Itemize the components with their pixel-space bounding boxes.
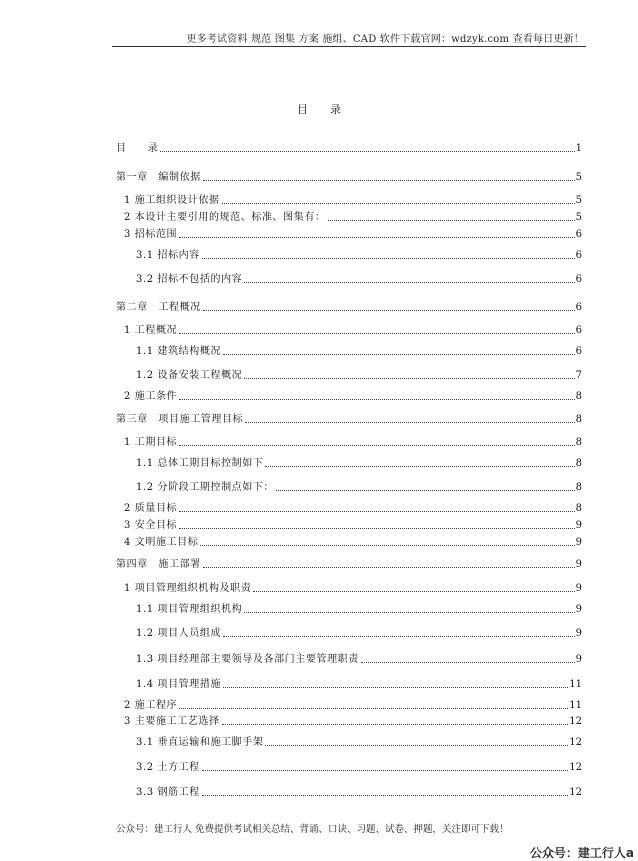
toc-entry-page: 12 — [569, 762, 582, 773]
toc-entry-label: 1.1 总体工期目标控制如下 — [136, 458, 264, 469]
toc-entry-label: 第三章 项目施工管理目标 — [116, 414, 244, 425]
toc-entry-page: 9 — [575, 628, 582, 639]
toc-entry[interactable] — [124, 520, 582, 532]
toc-entry-label: 1.1 项目管理组织机构 — [136, 604, 243, 615]
toc-title-right: 录 — [330, 103, 341, 116]
toc-entry-page: 11 — [569, 679, 582, 690]
toc-entry-label: 第一章 编制依据 — [116, 172, 201, 183]
toc-entry-page: 12 — [569, 737, 582, 748]
toc-leader — [244, 378, 574, 379]
toc-entry-page: 12 — [569, 787, 582, 798]
toc-entry[interactable] — [116, 414, 582, 426]
toc-entry-label: 2 质量目标 — [124, 503, 178, 514]
toc-leader — [200, 545, 574, 546]
toc-leader — [203, 567, 575, 568]
toc-entry-label: 1.2 项目人员组成 — [136, 628, 222, 639]
toc-leader — [244, 612, 574, 613]
toc-leader — [179, 708, 568, 709]
toc-entry-page: 9 — [575, 520, 582, 531]
toc-entry-label: 1 施工组织设计依据 — [124, 195, 220, 206]
page-header: 更多考试资料 规范 图集 方案 施组、CAD 软件下载官网：wdzyk.com 查看每日更新！ — [186, 34, 584, 45]
toc-entry-page: 9 — [575, 654, 582, 665]
toc-entry-page: 7 — [575, 370, 582, 381]
toc-entry-page: 9 — [575, 604, 582, 615]
toc-entry-label: 2 施工条件 — [124, 391, 178, 402]
toc-entry-page: 8 — [575, 503, 582, 514]
toc-entry-page: 1 — [575, 143, 582, 154]
toc-leader — [203, 180, 575, 181]
toc-leader — [202, 770, 568, 771]
toc-entry-page: 8 — [575, 458, 582, 469]
toc-entry-label: 3.1 垂直运输和施工脚手架 — [136, 737, 264, 748]
toc-entry-page: 8 — [575, 437, 582, 448]
toc-entry-page: 5 — [575, 195, 582, 206]
toc-leader — [223, 354, 575, 355]
toc-leader — [179, 399, 574, 400]
toc-entry[interactable] — [124, 503, 582, 515]
toc-leader — [222, 724, 569, 725]
toc-entry-label: 3.2 土方工程 — [136, 762, 200, 773]
toc-entry[interactable] — [136, 274, 582, 286]
toc-entry-page: 11 — [569, 700, 582, 711]
toc-entry[interactable] — [124, 437, 582, 449]
toc-leader — [203, 310, 575, 311]
toc-entry[interactable] — [124, 212, 582, 224]
toc-entry-label: 1.2 设备安装工程概况 — [136, 370, 243, 381]
toc-entry-page: 5 — [575, 212, 582, 223]
toc-entry-page: 12 — [569, 716, 582, 727]
toc-entry-page: 9 — [575, 559, 582, 570]
toc-entry[interactable] — [136, 679, 582, 691]
toc-leader — [328, 220, 575, 221]
toc-entry-label: 第二章 工程概况 — [116, 302, 201, 313]
toc-entry-page: 8 — [575, 414, 582, 425]
toc-entry-label: 目 录 — [116, 143, 159, 154]
toc-entry[interactable] — [116, 172, 582, 184]
toc-leader — [179, 445, 574, 446]
toc-leader — [160, 151, 574, 152]
toc-entry-label: 1.4 项目管理措施 — [136, 679, 222, 690]
toc-entry[interactable] — [116, 143, 582, 155]
toc-entry[interactable] — [136, 458, 582, 470]
toc-entry[interactable] — [136, 604, 582, 616]
toc-leader — [179, 511, 574, 512]
toc-leader — [276, 490, 575, 491]
toc-entry-page: 8 — [575, 391, 582, 402]
toc-entry[interactable] — [116, 559, 582, 571]
toc-leader — [223, 687, 568, 688]
toc-leader — [202, 795, 568, 796]
toc-entry[interactable] — [124, 325, 582, 337]
toc-entry-page: 6 — [575, 302, 582, 313]
toc-title-left: 目 — [297, 103, 308, 116]
toc-entry[interactable] — [136, 654, 582, 666]
toc-leader — [179, 333, 574, 334]
toc-entry[interactable] — [124, 583, 582, 595]
toc-leader — [244, 282, 574, 283]
toc-entry[interactable] — [124, 537, 582, 549]
toc-entry-label: 1 项目管理组织机构及职责 — [124, 583, 252, 594]
toc-entry-page: 6 — [575, 250, 582, 261]
toc-leader — [179, 237, 574, 238]
toc-entry-page: 9 — [575, 537, 582, 548]
toc-entry-page: 8 — [575, 482, 582, 493]
toc-entry-label: 3.3 钢筋工程 — [136, 787, 200, 798]
toc-entry[interactable] — [136, 482, 582, 494]
toc-entry-page: 6 — [575, 229, 582, 240]
toc-entry-label: 2 本设计主要引用的规范、标准、图集有： — [124, 212, 326, 223]
toc-entry-label: 1.1 建筑结构概况 — [136, 346, 222, 357]
toc-entry-label: 3 主要施工工艺选择 — [124, 716, 220, 727]
toc-entry[interactable] — [136, 346, 582, 358]
toc-entry-label: 3.1 招标内容 — [136, 250, 200, 261]
toc-leader — [179, 528, 574, 529]
toc-entry-page: 9 — [575, 583, 582, 594]
toc-entry[interactable] — [124, 700, 582, 712]
toc-entry[interactable] — [124, 391, 582, 403]
toc-leader — [222, 203, 575, 204]
toc-leader — [361, 662, 575, 663]
toc-entry-label: 3.2 招标不包括的内容 — [136, 274, 243, 285]
toc-entry-page: 6 — [575, 325, 582, 336]
toc-leader — [223, 636, 575, 637]
toc-entry[interactable] — [136, 787, 582, 799]
toc-entry-label: 2 施工程序 — [124, 700, 178, 711]
toc-entry[interactable] — [124, 195, 582, 207]
toc-leader — [202, 258, 575, 259]
toc-entry-label: 第四章 施工部署 — [116, 559, 201, 570]
toc-entry-label: 1 工期目标 — [124, 437, 178, 448]
toc-entry-label: 1.3 项目经理部主要领导及各部门主要管理职责 — [136, 654, 359, 665]
toc-leader — [265, 466, 574, 467]
toc-entry-label: 1.2 分阶段工期控制点如下： — [136, 482, 275, 493]
toc-entry[interactable] — [136, 762, 582, 774]
toc-entry[interactable] — [136, 250, 582, 262]
toc-entry-label: 1 工程概况 — [124, 325, 178, 336]
toc-entry[interactable] — [116, 302, 582, 314]
toc-entry[interactable] — [124, 716, 582, 728]
toc-leader — [253, 591, 574, 592]
toc-entry-label: 3 安全目标 — [124, 520, 178, 531]
toc-leader — [245, 422, 574, 423]
toc-entry[interactable] — [136, 370, 582, 382]
toc-entry-page: 6 — [575, 346, 582, 357]
toc-entry[interactable] — [124, 229, 582, 241]
toc-entry-page: 5 — [575, 172, 582, 183]
toc-leader — [265, 745, 568, 746]
toc-entry-label: 3 招标范围 — [124, 229, 178, 240]
toc-entry[interactable] — [136, 737, 582, 749]
watermark: 公众号：建工行人a — [529, 846, 634, 860]
page-footer: 公众号：建工行人 免费提供考试相关总结、背诵、口诀、习题、试卷、押题，关注即可下载！ — [116, 824, 509, 835]
toc-entry-page: 6 — [575, 274, 582, 285]
toc-entry-label: 4 文明施工目标 — [124, 537, 199, 548]
toc-entry[interactable] — [136, 628, 582, 640]
